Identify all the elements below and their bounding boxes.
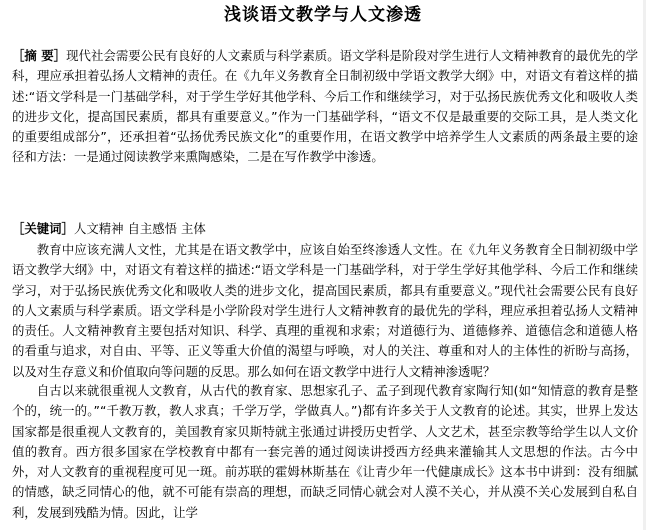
body-paragraph-2: 自古以来就很重视人文教育，从古代的教育家、思想家孔子、孟子到现代教育家陶行知(如“知情意的教育是整个的，统一的。”“千教万教，教人求真；千学万学，学做真人。”)都有许多关于人文教育的论述。其实，世界上发达国家都是很重视人文教育的，美国教育家贝斯特就主张通过讲授历史哲学、人文艺术，甚至宗教等给学生以人文价值的教育。西方很多国家在学校教育中都有一套完善的通过阅读讲授西方经典来灌输其人文思想的作法。古今中外，对人文教育的重视程度可见一斑。前苏联的霍姆林斯基在《让青少年一代健康成长》这本书中讲到：没有细腻的情感，缺乏同情心的他，就不可能有崇高的理想，而缺乏同情心就会对人漠不关心，并从漠不关心发展到自私自利，发展到残酷为情。因此，让学	[12, 383, 638, 520]
document-title: 浅谈语文教学与人文渗透	[224, 5, 422, 25]
abstract-label: ［摘 要］	[12, 48, 67, 63]
abstract-text: 现代社会需要公民有良好的人文素质与科学素质。语文学科是阶段对学生进行人文精神教育的最优先的学科，理应承担着弘扬人文精神的责任。在《九年义务教育全日制初级中学语文教学大纲》中，对语文有着这样的描述:“语文学科是一门基础学科，对于学生学好其他学科、今后工作和继续学习，对于弘扬民族优秀文化和吸收人类的进步文化，提高国民素质，都具有重要意义。”作为一门基础学科，“语文不仅是最重要的交际工具，是人类文化的重要组成部分”，还承担着“弘扬优秀民族文化”的重要作用，在语文教学中培养学生人文素质的两条最主要的途径和方法：一是通过阅读教学来熏陶感染，二是在写作教学中渗透。	[12, 48, 638, 165]
keywords-line	[12, 219, 638, 239]
body-paragraph-1: 教育中应该充满人文性，尤其是在语文教学中，应该自始至终渗透人文性。在《九年义务教育全日制初级中学语文教学大纲》中，对语文有着这样的描述:“语文学科是一门基础学科，对于学生学好其他学科、今后工作和继续学习，对于弘扬民族优秀文化和吸收人类的进步文化，提高国民素质，都具有重要意义。”现代社会需要公民有良好的人文素质与科学素质。语文学科是小学阶段对学生进行人文精神教育的最优先的学科，理应承担着弘扬人文精神的责任。人文精神教育主要包括对知识、科学、真理的重视和求索；对道德行为、道德修养、道德信念和道德人格的看重与追求，对自由、平等、正义等重大价值的渴望与呼唤，对人的关注、尊重和对人的主体性的祈盼与高扬，以及对生存意义和价值取向等问题的反思。那么如何在语文教学中进行人文精神渗透呢？	[12, 242, 638, 379]
abstract-paragraph	[12, 46, 638, 168]
keywords-label: ［关键词］	[12, 221, 74, 236]
keywords-text: 人文精神 自主感悟 主体	[73, 221, 206, 236]
